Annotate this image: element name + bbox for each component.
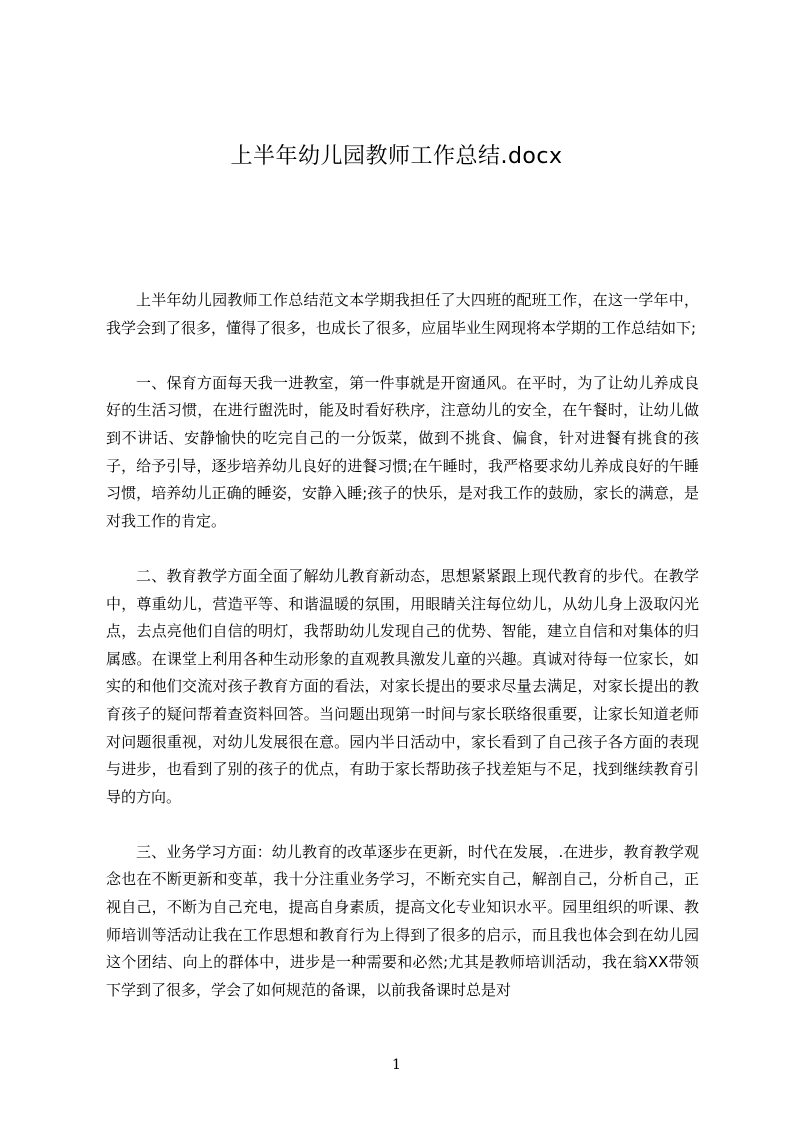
paragraph-care: 一、保育方面每天我一进教室，第一件事就是开窗通风。在平时，为了让幼儿养成良好的生活习惯，在进行盥洗时，能及时看好秩序，注意幼儿的安全，在午餐时，让幼儿做到不讲话、安静愉快的吃完自己的一分饭菜，做到不挑食、偏食，针对进餐有挑食的孩子，给予引导，逐步培养幼儿良好的进餐习惯;在午睡时，我严格要求幼儿养成良好的午睡习惯，培养幼儿正确的睡姿，安静入睡;孩子的快乐，是对我工作的鼓励，家长的满意，是对我工作的肯定。 (106, 373, 699, 530)
paragraph-intro: 上半年幼儿园教师工作总结范文本学期我担任了大四班的配班工作，在这一学年中，我学会到了很多，懂得了很多，也成长了很多，应届毕业生网现将本学期的工作总结如下; (106, 291, 699, 337)
paragraph-study: 三、业务学习方面：幼儿教育的改革逐步在更新，时代在发展，.在进步，教育教学观念也在不断更新和变革，我十分注重业务学习，不断充实自己，解剖自己，分析自己，正视自己，不断为自己充电，提高自身素质，提高文化专业知识水平。园里组织的听课、教师培训等活动让我在工作思想和教育行为上得到了很多的启示，而且我也体会到在幼儿园这个团结、向上的群体中，进步是一种需要和必然;尤其是教师培训活动，我在翁XX带领下学到了很多，学会了如何规范的备课，以前我备课时总是对 (106, 842, 699, 999)
document-title: 上半年幼儿园教师工作总结.docx (230, 144, 563, 169)
paragraph-teaching: 二、教育教学方面全面了解幼儿教育新动态，思想紧紧跟上现代教育的步代。在教学中，尊重幼儿，营造平等、和谐温暖的氛围，用眼睛关注每位幼儿，从幼儿身上汲取闪光点，去点亮他们自信的明灯，我帮助幼儿发现自己的优势、智能，建立自信和对集体的归属感。在课堂上利用各种生动形象的直观教具激发儿童的兴趣。真诚对待每一位家长，如实的和他们交流对孩子教育方面的看法，对家长提出的要求尽量去满足，对家长提出的教育孩子的疑问帮着查资料回答。当问题出现第一时间与家长联络很重要，让家长知道老师对问题很重视，对幼儿发展很在意。园内半日活动中，家长看到了自己孩子各方面的表现与进步，也看到了别的孩子的优点，有助于家长帮助孩子找差矩与不足，找到继续教育引导的方向。 (106, 566, 699, 806)
document-body (106, 287, 699, 1004)
page-number: 1 (392, 1057, 401, 1073)
